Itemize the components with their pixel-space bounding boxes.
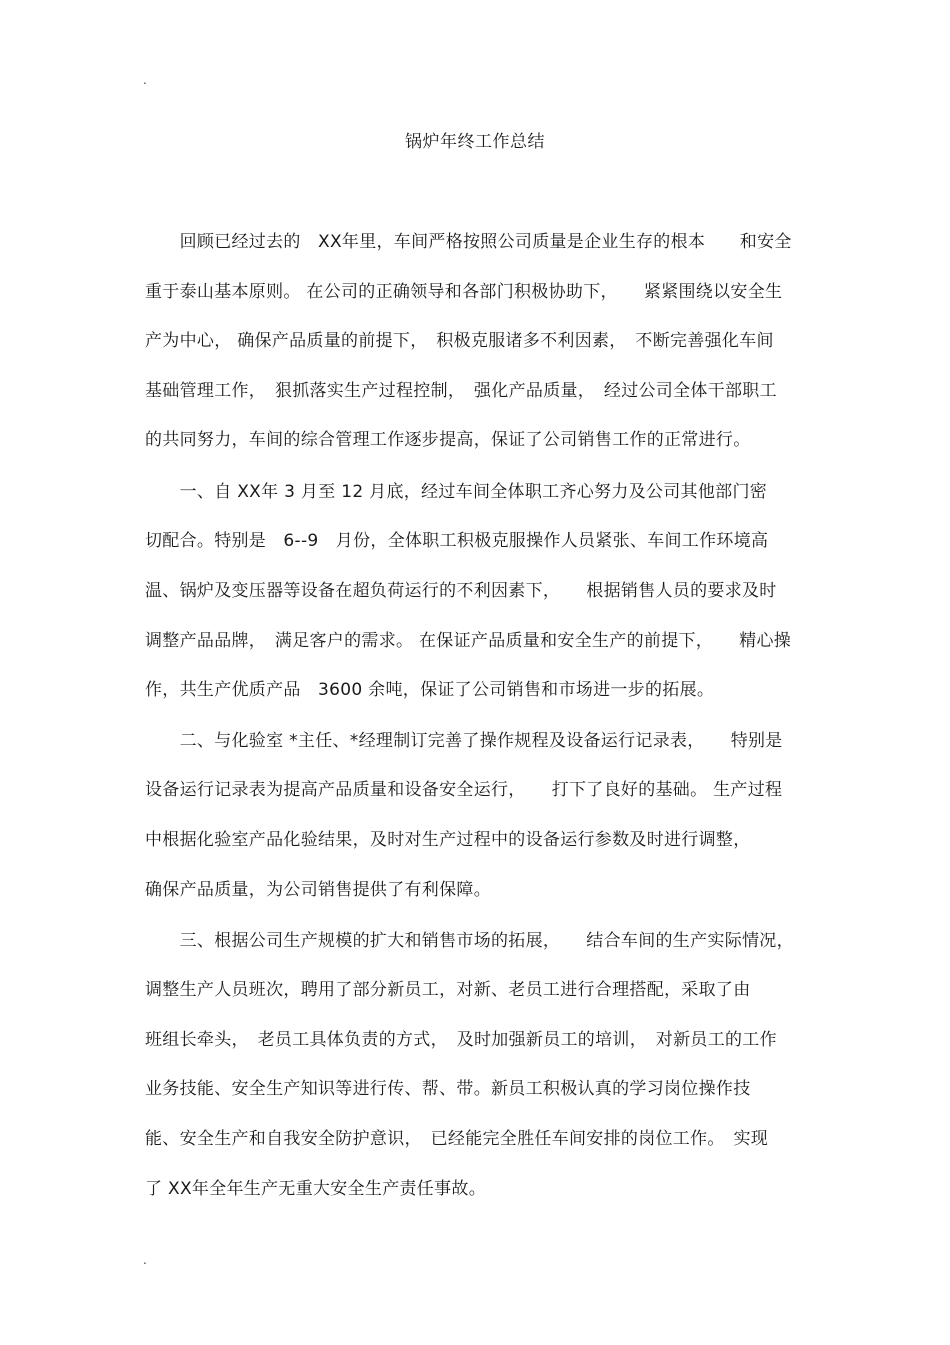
body-line: 确保产品质量，为公司销售提供了有利保障。 xyxy=(145,880,491,900)
body-line: 中根据化验室产品化验结果，及时对生产过程中的设备运行参数及时进行调整， xyxy=(145,830,751,850)
body-line: 回顾已经过去的 XX年里，车间严格按照公司质量是企业生存的根本 和安全 xyxy=(145,232,792,252)
body-line: 业务技能、安全生产知识等进行传、帮、带。新员工积极认真的学习岗位操作技 xyxy=(145,1079,751,1099)
body-line: 调整生产人员班次，聘用了部分新员工，对新、老员工进行合理搭配，采取了由 xyxy=(145,980,751,1000)
body-line: 的共同努力，车间的综合管理工作逐步提高，保证了公司销售工作的正常进行。 xyxy=(145,430,751,450)
page-marker-bottom: . xyxy=(143,1253,147,1267)
body-line: 设备运行记录表为提高产品质量和设备安全运行， 打下了良好的基础。 生产过程 xyxy=(145,780,783,800)
body-line: 基础管理工作， 狠抓落实生产过程控制， 强化产品质量， 经过公司全体干部职工 xyxy=(145,381,777,401)
body-line: 调整产品品牌， 满足客户的需求。 在保证产品质量和安全生产的前提下， 精心操 xyxy=(145,631,792,651)
body-line: 二、与化验室 *主任、*经理制订完善了操作规程及设备运行记录表， 特别是 xyxy=(145,731,783,751)
body-line: 作，共生产优质产品 3600 余吨，保证了公司销售和市场进一步的拓展。 xyxy=(145,680,715,700)
body-line: 一、自 XX年 3 月至 12 月底，经过车间全体职工齐心努力及公司其他部门密 xyxy=(145,482,768,502)
document-title: 锅炉年终工作总结 xyxy=(405,132,545,152)
body-line: 温、锅炉及变压器等设备在超负荷运行的不利因素下， 根据销售人员的要求及时 xyxy=(145,581,777,601)
body-line: 了 XX年全年生产无重大安全生产责任事故。 xyxy=(145,1179,486,1199)
body-line: 切配合。特别是 6--9 月份，全体职工积极克服操作人员紧张、车间工作环境高 xyxy=(145,531,769,551)
body-line: 能、安全生产和自我安全防护意识， 已经能完全胜任车间安排的岗位工作。 实现 xyxy=(145,1129,769,1149)
page-marker-top: . xyxy=(143,73,147,87)
body-line: 三、根据公司生产规模的扩大和销售市场的拓展， 结合车间的生产实际情况， xyxy=(145,931,794,951)
body-line: 班组长牵头， 老员工具体负责的方式， 及时加强新员工的培训， 对新员工的工作 xyxy=(145,1030,777,1050)
body-line: 产为中心， 确保产品质量的前提下， 积极克服诸多不利因素， 不断完善强化车间 xyxy=(145,331,774,351)
body-line: 重于泰山基本原则。 在公司的正确领导和各部门积极协助下， 紧紧围绕以安全生 xyxy=(145,282,783,302)
